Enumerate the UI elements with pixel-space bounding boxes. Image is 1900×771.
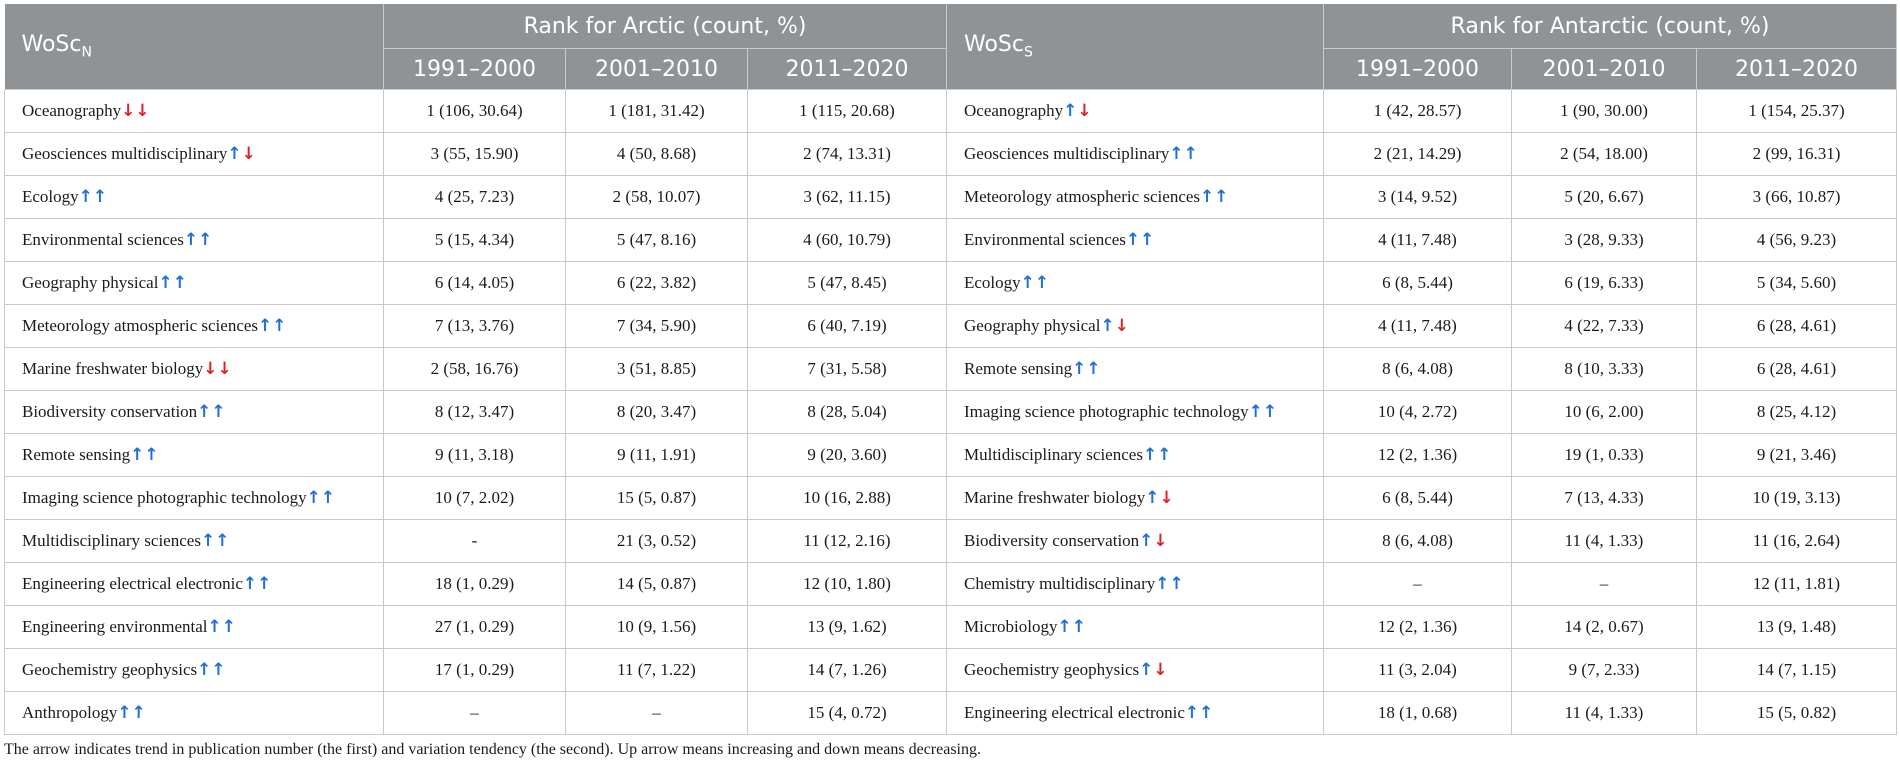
arrow-up-icon: ↑ xyxy=(1142,445,1158,465)
arctic-rank-cell: 27 (1, 0.29) xyxy=(384,606,566,649)
arrow-up-icon: ↑ xyxy=(242,574,258,594)
arctic-rank-cell: 14 (5, 0.87) xyxy=(566,563,748,606)
arctic-rank-cell: 6 (40, 7.19) xyxy=(748,305,947,348)
arctic-rank-cell: 10 (7, 2.02) xyxy=(384,477,566,520)
header-arctic-decade-1: 1991–2000 xyxy=(384,49,566,90)
table-footnote: The arrow indicates trend in publication number (the first) and variation tendency (the second). Up arrow means increasing and down means decreasing. xyxy=(4,741,981,758)
arrow-up-icon: ↑ xyxy=(257,574,272,594)
arrow-up-icon: ↑ xyxy=(1157,445,1172,465)
header-arctic-group: Rank for Arctic (count, %) xyxy=(384,4,947,49)
arctic-subject-cell xyxy=(5,133,384,176)
arrow-up-icon: ↑ xyxy=(320,488,336,508)
arctic-subject-cell xyxy=(5,563,384,606)
arrow-up-icon: ↑ xyxy=(183,230,199,250)
antarctic-rank-cell: 3 (66, 10.87) xyxy=(1697,176,1897,219)
arrow-up-icon: ↑ xyxy=(1125,230,1141,250)
arrow-up-icon: ↑ xyxy=(1200,187,1215,207)
table-row xyxy=(5,606,1897,649)
arctic-subject-cell xyxy=(5,477,384,520)
arctic-subject-cell xyxy=(5,649,384,692)
arrow-up-icon: ↑ xyxy=(92,187,108,207)
antarctic-rank-cell: 10 (4, 2.72) xyxy=(1324,391,1512,434)
antarctic-subject-cell xyxy=(947,262,1324,305)
antarctic-subject-name: Marine freshwater biology xyxy=(964,488,1146,507)
antarctic-subject-cell xyxy=(947,606,1324,649)
arctic-rank-cell: 14 (7, 1.26) xyxy=(748,649,947,692)
antarctic-subject-cell xyxy=(947,90,1324,133)
arrow-up-icon: ↑ xyxy=(1072,359,1087,379)
arrow-down-icon: ↓ xyxy=(1153,531,1168,551)
table-row xyxy=(5,692,1897,735)
arrow-up-icon: ↑ xyxy=(1262,402,1278,422)
arrow-up-icon: ↑ xyxy=(306,488,321,508)
header-wosc-n: WoSc$_N$ xyxy=(5,4,384,90)
arctic-subject-name: Engineering electrical electronic xyxy=(22,574,243,593)
arctic-rank-cell: 1 (181, 31.42) xyxy=(566,90,748,133)
table-row xyxy=(5,348,1897,391)
arctic-rank-cell: 15 (4, 0.72) xyxy=(748,692,947,735)
arctic-rank-cell: 4 (25, 7.23) xyxy=(384,176,566,219)
antarctic-rank-cell: 3 (28, 9.33) xyxy=(1512,219,1697,262)
arctic-rank-cell: 2 (74, 13.31) xyxy=(748,133,947,176)
antarctic-rank-cell: 12 (2, 1.36) xyxy=(1324,606,1512,649)
arctic-rank-cell: 1 (106, 30.64) xyxy=(384,90,566,133)
arrow-down-icon: ↓ xyxy=(203,359,218,379)
arrow-up-icon: ↑ xyxy=(197,402,212,422)
header-antarctic-decade-3: 2011–2020 xyxy=(1697,49,1897,90)
antarctic-rank-cell: 5 (34, 5.60) xyxy=(1697,262,1897,305)
arctic-rank-cell: 5 (47, 8.45) xyxy=(748,262,947,305)
arrow-up-icon: ↑ xyxy=(258,316,273,336)
header-antarctic-decade-2: 2001–2010 xyxy=(1512,49,1697,90)
arctic-rank-cell: 5 (47, 8.16) xyxy=(566,219,748,262)
arctic-subject-name: Oceanography xyxy=(22,101,122,120)
antarctic-rank-cell: 6 (28, 4.61) xyxy=(1697,305,1897,348)
antarctic-subject-name: Geosciences multidisciplinary xyxy=(964,144,1170,163)
header-arctic-decade-3: 2011–2020 xyxy=(748,49,947,90)
antarctic-subject-cell xyxy=(947,520,1324,563)
arrow-up-icon: ↑ xyxy=(1248,402,1263,422)
arrow-up-icon: ↑ xyxy=(1057,617,1072,637)
antarctic-subject-name: Ecology xyxy=(964,273,1021,292)
arctic-subject-cell xyxy=(5,176,384,219)
arrow-up-icon: ↑ xyxy=(1184,703,1200,723)
antarctic-subject-cell xyxy=(947,434,1324,477)
antarctic-rank-cell: 12 (2, 1.36) xyxy=(1324,434,1512,477)
table-row xyxy=(5,176,1897,219)
antarctic-rank-cell: 11 (4, 1.33) xyxy=(1512,520,1697,563)
antarctic-subject-cell xyxy=(947,563,1324,606)
antarctic-subject-cell xyxy=(947,176,1324,219)
arctic-rank-cell: 5 (15, 4.34) xyxy=(384,219,566,262)
arrow-up-icon: ↑ xyxy=(215,531,230,551)
antarctic-rank-cell: 11 (16, 2.64) xyxy=(1697,520,1897,563)
arctic-subject-cell xyxy=(5,692,384,735)
antarctic-rank-cell: 1 (42, 28.57) xyxy=(1324,90,1512,133)
arctic-rank-cell: 4 (50, 8.68) xyxy=(566,133,748,176)
ranking-table xyxy=(4,4,1897,735)
arrow-up-icon: ↑ xyxy=(78,187,93,207)
antarctic-rank-cell: 11 (3, 2.04) xyxy=(1324,649,1512,692)
arrow-down-icon: ↓ xyxy=(1114,316,1129,336)
antarctic-rank-cell: 4 (11, 7.48) xyxy=(1324,305,1512,348)
antarctic-subject-cell xyxy=(947,692,1324,735)
antarctic-subject-cell xyxy=(947,305,1324,348)
antarctic-subject-name: Geochemistry geophysics xyxy=(964,660,1140,679)
arctic-rank-cell: 6 (22, 3.82) xyxy=(566,262,748,305)
arctic-subject-name: Multidisciplinary sciences xyxy=(22,531,201,550)
table-row xyxy=(5,434,1897,477)
arrow-up-icon: ↑ xyxy=(211,660,226,680)
antarctic-rank-cell: 2 (21, 14.29) xyxy=(1324,133,1512,176)
antarctic-rank-cell: 6 (19, 6.33) xyxy=(1512,262,1697,305)
antarctic-rank-cell: 1 (154, 25.37) xyxy=(1697,90,1897,133)
arctic-rank-cell: 10 (9, 1.56) xyxy=(566,606,748,649)
arctic-rank-cell: 7 (34, 5.90) xyxy=(566,305,748,348)
arctic-rank-cell: – xyxy=(384,692,566,735)
arrow-up-icon: ↑ xyxy=(1155,574,1170,594)
arctic-subject-name: Biodiversity conservation xyxy=(22,402,198,421)
antarctic-subject-name: Biodiversity conservation xyxy=(964,531,1140,550)
arctic-rank-cell: 10 (16, 2.88) xyxy=(748,477,947,520)
table-row xyxy=(5,305,1897,348)
arrow-up-icon: ↑ xyxy=(1139,531,1154,551)
arctic-rank-cell: 3 (51, 8.85) xyxy=(566,348,748,391)
table-row xyxy=(5,133,1897,176)
arctic-rank-cell: 8 (12, 3.47) xyxy=(384,391,566,434)
arrow-down-icon: ↓ xyxy=(1153,660,1168,680)
table-row xyxy=(5,219,1897,262)
antarctic-subject-name: Geography physical xyxy=(964,316,1101,335)
antarctic-rank-cell: 3 (14, 9.52) xyxy=(1324,176,1512,219)
header-antarctic-decade-1: 1991–2000 xyxy=(1324,49,1512,90)
antarctic-rank-cell: – xyxy=(1324,563,1512,606)
arctic-subject-cell xyxy=(5,90,384,133)
arctic-rank-cell: 21 (3, 0.52) xyxy=(566,520,748,563)
table-row xyxy=(5,520,1897,563)
antarctic-rank-cell: 8 (10, 3.33) xyxy=(1512,348,1697,391)
antarctic-rank-cell: 14 (2, 0.67) xyxy=(1512,606,1697,649)
arrow-down-icon: ↓ xyxy=(217,359,232,379)
antarctic-rank-cell: 2 (99, 16.31) xyxy=(1697,133,1897,176)
antarctic-subject-name: Multidisciplinary sciences xyxy=(964,445,1143,464)
arrow-up-icon: ↑ xyxy=(117,703,132,723)
arctic-rank-cell: 12 (10, 1.80) xyxy=(748,563,947,606)
antarctic-rank-cell: 1 (90, 30.00) xyxy=(1512,90,1697,133)
arctic-rank-cell: 9 (20, 3.60) xyxy=(748,434,947,477)
antarctic-subject-name: Environmental sciences xyxy=(964,230,1126,249)
arrow-up-icon: ↑ xyxy=(198,230,213,250)
arctic-rank-cell: 7 (13, 3.76) xyxy=(384,305,566,348)
antarctic-rank-cell: – xyxy=(1512,563,1697,606)
arctic-subject-name: Environmental sciences xyxy=(22,230,184,249)
arrow-up-icon: ↑ xyxy=(1214,187,1229,207)
arctic-rank-cell: 7 (31, 5.58) xyxy=(748,348,947,391)
antarctic-subject-name: Meteorology atmospheric sciences xyxy=(964,187,1201,206)
antarctic-rank-cell: 6 (28, 4.61) xyxy=(1697,348,1897,391)
arctic-subject-cell xyxy=(5,520,384,563)
antarctic-subject-name: Chemistry multidisciplinary xyxy=(964,574,1156,593)
arctic-rank-cell: 3 (62, 11.15) xyxy=(748,176,947,219)
arrow-up-icon: ↑ xyxy=(1063,101,1078,121)
antarctic-rank-cell: 8 (6, 4.08) xyxy=(1324,520,1512,563)
antarctic-rank-cell: 5 (20, 6.67) xyxy=(1512,176,1697,219)
arctic-rank-cell: 9 (11, 1.91) xyxy=(566,434,748,477)
arctic-rank-cell: 1 (115, 20.68) xyxy=(748,90,947,133)
arctic-rank-cell: 4 (60, 10.79) xyxy=(748,219,947,262)
arctic-rank-cell: 13 (9, 1.62) xyxy=(748,606,947,649)
arrow-up-icon: ↑ xyxy=(131,703,146,723)
arctic-rank-cell: 17 (1, 0.29) xyxy=(384,649,566,692)
arrow-up-icon: ↑ xyxy=(1020,273,1035,293)
arrow-up-icon: ↑ xyxy=(1199,703,1214,723)
arrow-up-icon: ↑ xyxy=(144,445,159,465)
antarctic-subject-name: Remote sensing xyxy=(964,359,1073,378)
antarctic-rank-cell: 18 (1, 0.68) xyxy=(1324,692,1512,735)
antarctic-rank-cell: 4 (56, 9.23) xyxy=(1697,219,1897,262)
arrow-down-icon: ↓ xyxy=(121,101,136,121)
arrow-down-icon: ↓ xyxy=(1159,488,1174,508)
arctic-subject-name: Geosciences multidisciplinary xyxy=(22,144,228,163)
antarctic-rank-cell: 6 (8, 5.44) xyxy=(1324,262,1512,305)
arctic-rank-cell: - xyxy=(384,520,566,563)
antarctic-rank-cell: 2 (54, 18.00) xyxy=(1512,133,1697,176)
arrow-up-icon: ↑ xyxy=(211,402,226,422)
arctic-subject-name: Anthropology xyxy=(22,703,118,722)
arctic-subject-name: Remote sensing xyxy=(22,445,131,464)
arctic-rank-cell: 9 (11, 3.18) xyxy=(384,434,566,477)
antarctic-rank-cell: 6 (8, 5.44) xyxy=(1324,477,1512,520)
arrow-up-icon: ↑ xyxy=(158,273,173,293)
antarctic-rank-cell: 19 (1, 0.33) xyxy=(1512,434,1697,477)
arrow-up-icon: ↑ xyxy=(1145,488,1160,508)
arrow-down-icon: ↓ xyxy=(1077,101,1092,121)
antarctic-rank-cell: 8 (6, 4.08) xyxy=(1324,348,1512,391)
arrow-up-icon: ↑ xyxy=(272,316,287,336)
header-arctic-decade-2: 2001–2010 xyxy=(566,49,748,90)
arctic-rank-cell: 11 (7, 1.22) xyxy=(566,649,748,692)
antarctic-rank-cell: 14 (7, 1.15) xyxy=(1697,649,1897,692)
arctic-subject-name: Imaging science photographic technology xyxy=(22,488,307,507)
antarctic-subject-cell xyxy=(947,391,1324,434)
arctic-rank-cell: – xyxy=(566,692,748,735)
arctic-subject-name: Geography physical xyxy=(22,273,159,292)
arrow-up-icon: ↑ xyxy=(1169,144,1184,164)
header-antarctic-group: Rank for Antarctic (count, %) xyxy=(1324,4,1897,49)
arrow-down-icon: ↓ xyxy=(135,101,150,121)
arctic-subject-name: Meteorology atmospheric sciences xyxy=(22,316,259,335)
arctic-rank-cell: 2 (58, 10.07) xyxy=(566,176,748,219)
antarctic-rank-cell: 9 (21, 3.46) xyxy=(1697,434,1897,477)
arctic-rank-cell: 3 (55, 15.90) xyxy=(384,133,566,176)
arctic-rank-cell: 8 (28, 5.04) xyxy=(748,391,947,434)
arctic-rank-cell: 18 (1, 0.29) xyxy=(384,563,566,606)
table-body xyxy=(5,90,1897,735)
arrow-up-icon: ↑ xyxy=(1034,273,1050,293)
antarctic-rank-cell: 11 (4, 1.33) xyxy=(1512,692,1697,735)
antarctic-rank-cell: 4 (22, 7.33) xyxy=(1512,305,1697,348)
arrow-up-icon: ↑ xyxy=(1183,144,1198,164)
antarctic-subject-name: Engineering electrical electronic xyxy=(964,703,1185,722)
table-row xyxy=(5,649,1897,692)
antarctic-subject-cell xyxy=(947,477,1324,520)
arrow-up-icon: ↑ xyxy=(200,531,216,551)
arrow-up-icon: ↑ xyxy=(172,273,187,293)
arctic-rank-cell: 8 (20, 3.47) xyxy=(566,391,748,434)
arctic-subject-cell xyxy=(5,219,384,262)
arctic-subject-name: Geochemistry geophysics xyxy=(22,660,198,679)
arrow-up-icon: ↑ xyxy=(1071,617,1086,637)
antarctic-rank-cell: 4 (11, 7.48) xyxy=(1324,219,1512,262)
arrow-up-icon: ↑ xyxy=(1139,660,1154,680)
table-container xyxy=(4,4,1896,735)
antarctic-rank-cell: 12 (11, 1.81) xyxy=(1697,563,1897,606)
table-row xyxy=(5,391,1897,434)
arctic-subject-name: Marine freshwater biology xyxy=(22,359,204,378)
antarctic-rank-cell: 15 (5, 0.82) xyxy=(1697,692,1897,735)
arrow-down-icon: ↓ xyxy=(241,144,256,164)
arctic-subject-cell xyxy=(5,606,384,649)
arctic-subject-cell xyxy=(5,348,384,391)
antarctic-rank-cell: 7 (13, 4.33) xyxy=(1512,477,1697,520)
arctic-rank-cell: 15 (5, 0.87) xyxy=(566,477,748,520)
antarctic-rank-cell: 10 (19, 3.13) xyxy=(1697,477,1897,520)
arctic-subject-name: Ecology xyxy=(22,187,79,206)
arrow-up-icon: ↑ xyxy=(197,660,212,680)
arctic-subject-cell xyxy=(5,262,384,305)
arrow-up-icon: ↑ xyxy=(1100,316,1115,336)
antarctic-subject-name: Oceanography xyxy=(964,101,1064,120)
antarctic-subject-cell xyxy=(947,348,1324,391)
arrow-up-icon: ↑ xyxy=(207,617,222,637)
arctic-subject-cell xyxy=(5,305,384,348)
arctic-rank-cell: 6 (14, 4.05) xyxy=(384,262,566,305)
arctic-subject-name: Engineering environmental xyxy=(22,617,208,636)
antarctic-subject-cell xyxy=(947,133,1324,176)
arctic-subject-cell xyxy=(5,434,384,477)
antarctic-subject-name: Microbiology xyxy=(964,617,1058,636)
antarctic-rank-cell: 8 (25, 4.12) xyxy=(1697,391,1897,434)
table-row xyxy=(5,563,1897,606)
table-row xyxy=(5,90,1897,133)
table-row xyxy=(5,262,1897,305)
arrow-up-icon: ↑ xyxy=(221,617,237,637)
antarctic-rank-cell: 9 (7, 2.33) xyxy=(1512,649,1697,692)
antarctic-rank-cell: 13 (9, 1.48) xyxy=(1697,606,1897,649)
antarctic-rank-cell: 10 (6, 2.00) xyxy=(1512,391,1697,434)
arrow-up-icon: ↑ xyxy=(227,144,242,164)
antarctic-subject-cell xyxy=(947,649,1324,692)
table-header xyxy=(5,4,1897,90)
header-wosc-s: WoSc$_S$ xyxy=(947,4,1324,90)
arctic-rank-cell: 2 (58, 16.76) xyxy=(384,348,566,391)
antarctic-subject-name: Imaging science photographic technology xyxy=(964,402,1249,421)
arrow-up-icon: ↑ xyxy=(1169,574,1184,594)
antarctic-subject-cell xyxy=(947,219,1324,262)
arrow-up-icon: ↑ xyxy=(1086,359,1101,379)
arrow-up-icon: ↑ xyxy=(1140,230,1155,250)
arctic-subject-cell xyxy=(5,391,384,434)
table-row xyxy=(5,477,1897,520)
arrow-up-icon: ↑ xyxy=(130,445,145,465)
arctic-rank-cell: 11 (12, 2.16) xyxy=(748,520,947,563)
